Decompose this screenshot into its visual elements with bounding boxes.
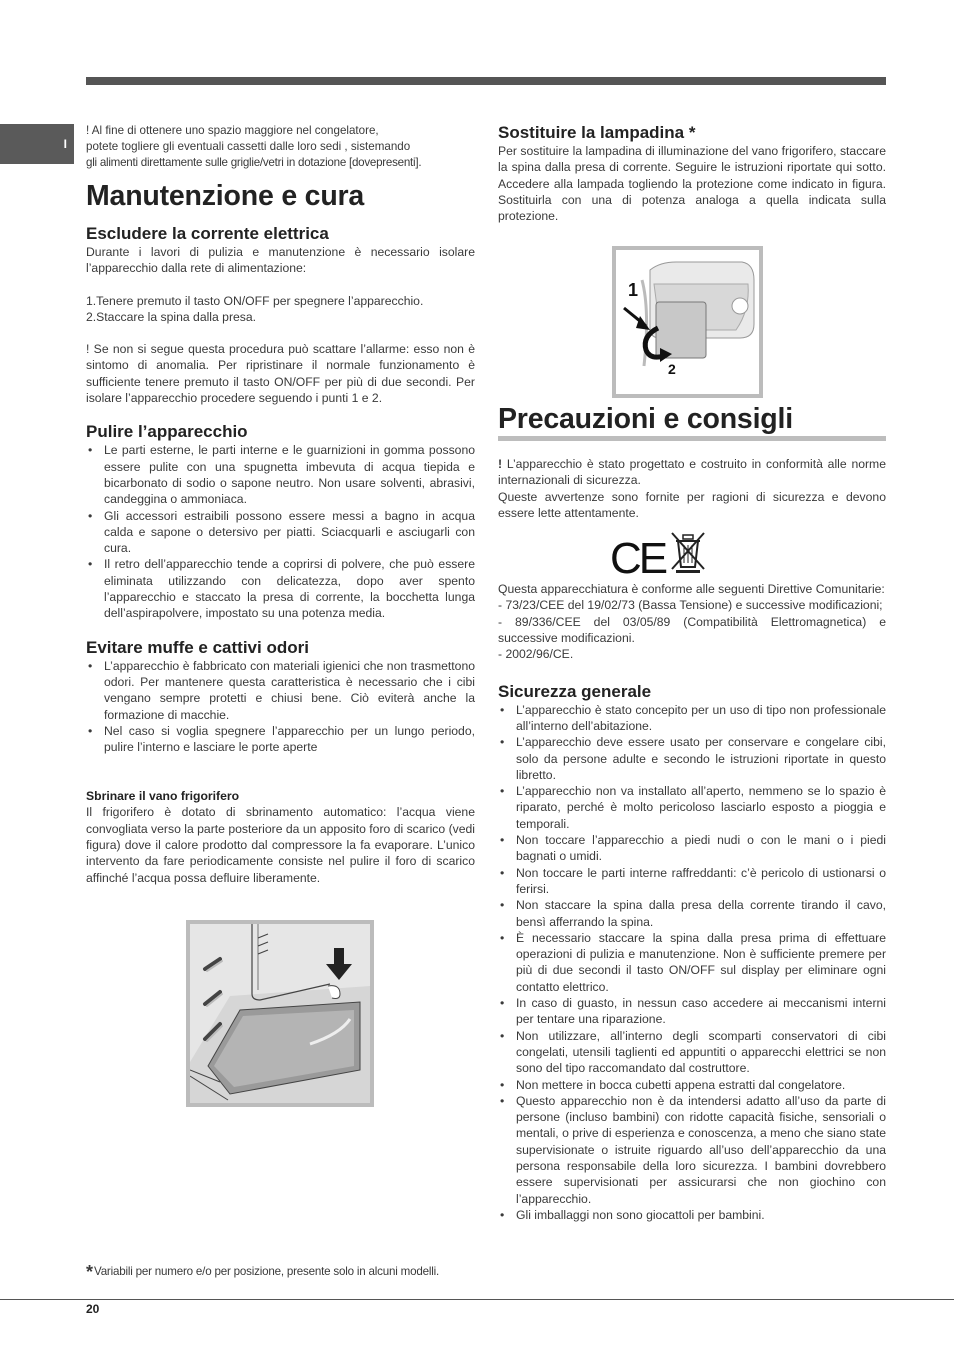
precautions-intro [498, 456, 886, 489]
list-item: • L’apparecchio è stato concepito per un uso di tipo non professionale all’interno dell’abitazione. [498, 702, 886, 735]
right-column [498, 123, 886, 224]
list-item: • In caso di guasto, in nessun caso accedere ai meccanismi interni per tentare una riparazione. [498, 995, 886, 1028]
precautions-intro-text: L’apparecchio è stato progettato e costruito in conformità alle norme internazionali di sicurezza. [498, 457, 886, 488]
list-item: • Questo apparecchio non è da intendersi adatto all’uso da parte di persone (incluso bambini) con ridotte capacità fisiche, sensoriali o mentali, o prive di esperienza e conoscenza, a meno che siano state supervisionate o istruite riguardo all’uso dell’apparecchio da una persona responsabile della loro sicurezza. I bambini dovrebbero essere supervisionati per assicurarsi che non giochino con l’apparecchio. [498, 1093, 886, 1207]
directives-intro: Questa apparecchiatura è conforme alle seguenti Direttive Comunitarie: [498, 582, 885, 597]
certification-marks [498, 525, 886, 584]
precautions-title-block [498, 402, 886, 441]
precautions-title: Precauzioni e consigli [498, 403, 793, 435]
language-tab: I [0, 124, 74, 164]
directive-item: - 89/336/CEE del 03/05/89 (Compatibilità Elettromagnetica) e successive modificazioni. [498, 614, 886, 646]
list-item: • Non utilizzare, all’interno degli scomparti conservatori di cibi congelati, utensili taglienti ed appuntiti o apparecchi elettrici se non sono del tipo raccomandato dal costruttore. [498, 1028, 886, 1077]
list-item: • L’apparecchio non va installato all’aperto, nemmeno se lo spazio è riparato, perché è molto pericoloso lasciarlo esposto a pioggia e temporali. [498, 783, 886, 832]
page-number: 20 [86, 1302, 100, 1316]
lamp-cover-illustration [616, 250, 759, 394]
power-step-2: 2.Staccare la spina dalla presa. [86, 309, 257, 324]
directive-item: - 73/23/CEE del 19/02/73 (Bassa Tensione) e successive modificazioni; [498, 598, 883, 613]
section-title-safety: Sicurezza generale [498, 681, 652, 701]
intro-note [86, 123, 475, 171]
section-title-power: Escludere la corrente elettrica [86, 224, 329, 243]
list-item: • Non toccare le parti interne raffreddanti: c’è pericolo di ustionarsi o ferirsi. [498, 865, 886, 898]
power-paragraph: Durante i lavori di pulizia e manutenzione è necessario isolare l’apparecchio dalla rete di alimentazione: [86, 245, 475, 276]
cleaning-list [86, 442, 475, 621]
section-title-lamp: Sostituire la lampadina * [498, 123, 696, 142]
list-item: • L’apparecchio è fabbricato con materiali igienici che non trasmettono odori. Per mantenere questa caratteristica è necessario che i cibi vengano sempre protetti e chiusi bene. Ciò eviterà anche la formazione di macchie. [86, 658, 475, 723]
section-title-odors: Evitare muffe e cattivi odori [86, 637, 309, 657]
safety-list [498, 702, 886, 1224]
lamp-paragraph: Per sostituire la lampadina di illuminazione del vano frigorifero, staccare la spina dalla presa di corrente. Seguire le istruzioni riportate qui sotto. Accedere alla lampada togliendo la protezione come indicato in figura. Sostituirla con una di potenza analoga a quella indicata sulla protezione. [498, 144, 886, 224]
list-item: • Gli accessori estraibili possono essere messi a bagno in acqua calda e sapone o detersivo per piatti. Sciacquarli e asciugarli con cura. [86, 508, 475, 557]
power-step-1: 1.Tenere premuto il tasto ON/OFF per spegnere l’apparecchio. [86, 293, 424, 308]
intro-note-line: gli alimenti direttamente sulle griglie/vetri in dotazione [dovepresenti]. [86, 156, 422, 169]
weee-bin-icon [668, 529, 708, 573]
list-item: • Non mettere in bocca cubetti appena estratti dal congelatore. [498, 1077, 886, 1093]
section-title-defrost: Sbrinare il vano frigorifero [86, 789, 240, 804]
list-item: • È necessario staccare la spina dalla presa prima di effettuare operazioni di pulizia e manutenzione. Non è sufficiente premere per più di due secondi il tasto ON/OFF sul display per eliminare ogni contatto elettrico. [498, 930, 886, 995]
list-item: • L’apparecchio deve essere usato per conservare e congelare cibi, solo da persone adulte e secondo le istruzioni riportate in questo libretto. [498, 734, 886, 783]
list-item: • Nel caso si voglia spegnere l’apparecchio per un lungo periodo, pulire l’interno e lasciare le porte aperte [86, 723, 475, 756]
odors-list [86, 658, 475, 756]
precautions-section [498, 402, 886, 1223]
fridge-drain-illustration [190, 924, 370, 1103]
section-title-cleaning: Pulire l’apparecchio [86, 422, 248, 442]
list-item: • Non toccare l’apparecchio a piedi nudi o con le mani o i piedi bagnati o umidi. [498, 832, 886, 865]
defrost-drain-figure [186, 920, 374, 1107]
footer-rule [0, 1299, 954, 1300]
precautions-note: Queste avvertenze sono fornite per ragioni di sicurezza e devono essere lette attentamente. [498, 489, 886, 520]
directive-item: - 2002/96/CE. [498, 647, 574, 662]
power-warning: ! Se non si segue questa procedura può scattare l’allarme: esso non è sintomo di anomalia. Per ripristinare il normale funzionamento è sufficiente tenere premuto il tasto ON/OFF per più di due secondi. Per isolare l’apparecchio procedere seguendo i punti 1 e 2. [86, 342, 475, 406]
footnote-text: Variabili per numero e/o per posizione, presente solo in alcuni modelli. [94, 1265, 440, 1278]
main-title: Manutenzione e cura [86, 180, 365, 212]
left-column [86, 123, 475, 886]
list-item: • Non staccare la spina dalla presa della corrente tirando il cavo, bensì afferrando la spina. [498, 897, 886, 930]
top-header-bar [86, 77, 886, 85]
list-item: • Le parti esterne, le parti interne e le guarnizioni in gomma possono essere pulite con una spugnetta imbevuta di acqua tiepida e bicarbonato di sodio o sapone neutro. Non usare solventi, abrasivi, candeggina o ammoniaca. [86, 442, 475, 507]
list-item: • Il retro dell’apparecchio tende a coprirsi di polvere, che può essere eliminata utilizzando con delicatezza, dopo aver spento l’apparecchio e staccato la presa di corrente, la bocchetta lunga dell’aspirapolvere, impostato su una potenza media. [86, 556, 475, 621]
defrost-paragraph: Il frigorifero è dotato di sbrinamento automatico: l’acqua viene convogliata verso la parte posteriore da un apposito foro di scarico (vedi figura) dove il calore prodotto dal compressore la fa evaporare. L’unico intervento da fare periodicamente consiste nel pulire il foro di scarico affinché l’acqua possa defluire liberamente. [86, 805, 475, 885]
warning-mark: ! [498, 457, 503, 471]
ce-mark: CE [610, 534, 666, 584]
intro-note-line: potete togliere gli eventuali cassetti dalle loro sedi , sistemando [86, 140, 411, 153]
intro-note-line: ! Al fine di ottenere uno spazio maggiore nel congelatore, [86, 124, 379, 137]
figure-label-1: 1 [628, 280, 639, 300]
list-item: • Gli imballaggi non sono giocattoli per bambini. [498, 1207, 886, 1223]
figure-label-2: 2 [668, 361, 676, 377]
footnote-star: * [86, 1262, 94, 1282]
footnote [86, 1264, 486, 1280]
lamp-figure [612, 246, 763, 398]
